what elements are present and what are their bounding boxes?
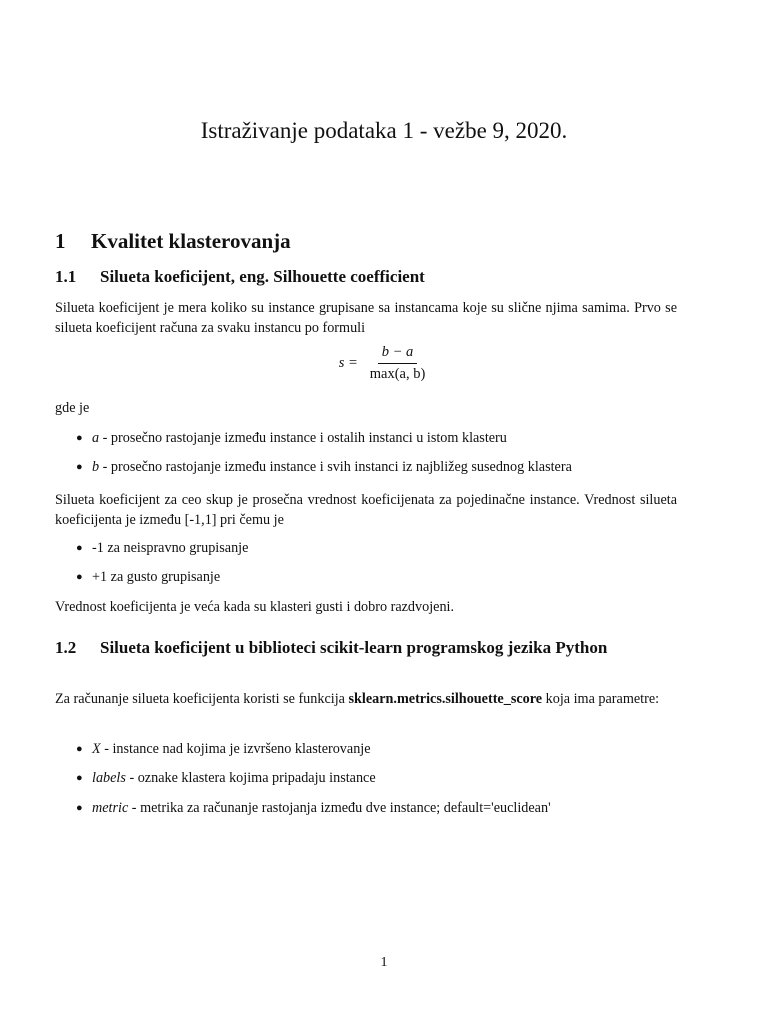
list-item bbox=[76, 538, 248, 558]
formula-denominator: max(a, b) bbox=[369, 366, 426, 382]
bullet-icon: ● bbox=[76, 571, 83, 583]
list-item-text: -1 za neispravno grupisanje bbox=[92, 540, 249, 556]
list-item-text: - metrika za računanje rastojanja između dve instance; default='euclidean' bbox=[128, 800, 551, 816]
formula-lhs: s = bbox=[338, 355, 358, 371]
list-item bbox=[76, 567, 220, 587]
parameter-name: X bbox=[92, 741, 101, 757]
list-item bbox=[76, 739, 371, 759]
subsection-number: 1.1 bbox=[55, 267, 77, 286]
section-number: 1 bbox=[55, 229, 66, 253]
list-item-text: - instance nad kojima je izvršeno klasterovanje bbox=[100, 741, 371, 757]
section-heading-1 bbox=[55, 229, 291, 254]
paragraph-function bbox=[55, 689, 677, 709]
parameter-name: labels bbox=[92, 770, 126, 786]
bullet-icon: ● bbox=[76, 802, 83, 814]
subsection-heading-1-2 bbox=[55, 637, 685, 659]
variable-name: a bbox=[92, 430, 100, 446]
list-item-text: - oznake klastera kojima pripadaju instance bbox=[125, 770, 376, 786]
document-title: Istraživanje podataka 1 - vežbe 9, 2020. bbox=[200, 118, 568, 143]
list-item-text: - prosečno rastojanje između instance i ostalih instanci u istom klasteru bbox=[99, 430, 507, 446]
formula-fraction bbox=[366, 344, 430, 383]
subsection-label: Silueta koeficijent, eng. Silhouette coefficient bbox=[100, 267, 425, 286]
list-item-text: - prosečno rastojanje između instance i svih instanci iz najbližeg susednog klastera bbox=[99, 459, 572, 475]
formula-numerator: b − a bbox=[378, 344, 418, 364]
silhouette-formula bbox=[0, 344, 768, 383]
paragraph-conclusion: Vrednost koeficijenta je veća kada su klasteri gusti i dobro razdvojeni. bbox=[55, 599, 455, 615]
bullet-icon: ● bbox=[76, 432, 83, 444]
paragraph-where: gde je bbox=[55, 400, 90, 416]
list-item bbox=[76, 798, 551, 818]
section-label: Kvalitet klasterovanja bbox=[91, 229, 291, 253]
paragraph-intro: Silueta koeficijent je mera koliko su instance grupisane sa instancama koje su slične njima samima. Prvo se silueta koeficijent računa za svaku instancu po formuli bbox=[55, 300, 677, 336]
page-number: 1 bbox=[380, 955, 388, 970]
bullet-icon: ● bbox=[76, 772, 83, 784]
paragraph-text: Za računanje silueta koeficijenta koristi se funkcija bbox=[55, 691, 349, 707]
subsection-number: 1.2 bbox=[55, 638, 77, 657]
parameter-name: metric bbox=[92, 800, 129, 816]
function-name: sklearn.metrics.silhouette_score bbox=[348, 691, 543, 707]
list-item-text: +1 za gusto grupisanje bbox=[92, 569, 221, 585]
bullet-icon: ● bbox=[76, 743, 83, 755]
bullet-icon: ● bbox=[76, 461, 83, 473]
list-item bbox=[76, 428, 507, 448]
variable-name: b bbox=[92, 459, 100, 475]
paragraph-overall: Silueta koeficijent za ceo skup je prosečna vrednost koeficijenata za pojedinačne instance. Vrednost silueta koeficijenta je između [-1,1] pri čemu je bbox=[55, 492, 677, 528]
subsection-heading-1-1 bbox=[55, 267, 425, 287]
list-item bbox=[76, 768, 376, 788]
paragraph-text: koja ima parametre: bbox=[542, 691, 660, 707]
bullet-icon: ● bbox=[76, 542, 83, 554]
list-item bbox=[76, 457, 572, 477]
subsection-label: Silueta koeficijent u biblioteci scikit-learn programskog jezika Python bbox=[100, 638, 608, 657]
